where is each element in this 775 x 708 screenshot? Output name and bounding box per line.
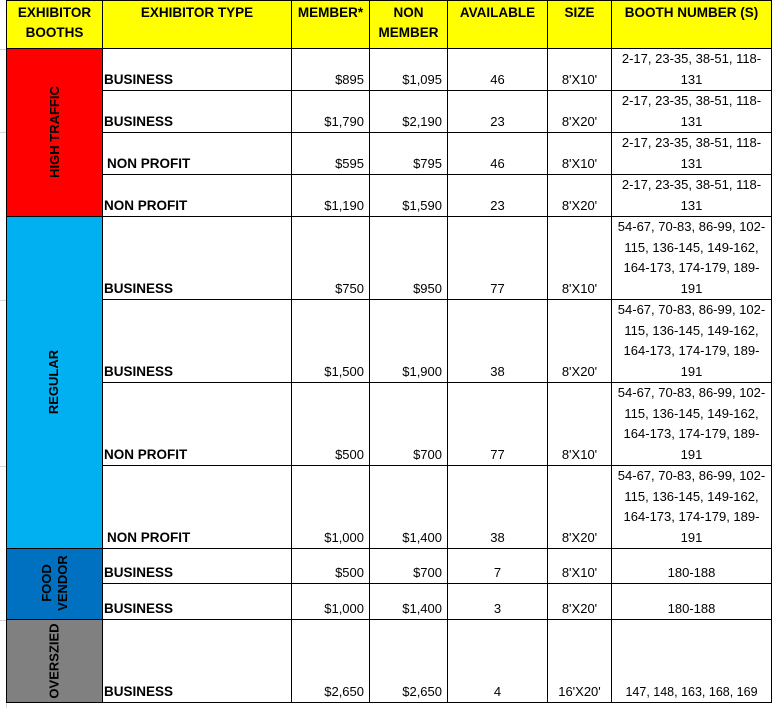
member-price-cell[interactable]: $595 [292,133,370,175]
available-cell[interactable]: 3 [448,584,548,620]
nonmember-price-cell[interactable]: $1,590 [370,175,448,217]
available-cell[interactable]: 46 [448,49,548,91]
nonmember-price-cell[interactable]: $1,400 [370,466,448,549]
member-price-cell[interactable]: $500 [292,549,370,584]
booth-numbers-cell[interactable]: 2-17, 23-35, 38-51, 118-131 [612,133,772,175]
group-cell-regular[interactable] [7,217,103,549]
available-cell[interactable]: 77 [448,383,548,466]
nonmember-price-cell[interactable]: $1,400 [370,584,448,620]
table-row [7,133,772,175]
table-row [7,584,772,620]
table-row [7,175,772,217]
header-non-member[interactable]: NON MEMBER [370,1,448,49]
group-label-food-vendor: FOOD VENDOR [38,554,70,611]
booth-numbers-cell[interactable]: 180-188 [612,549,772,584]
header-booth-numbers[interactable]: BOOTH NUMBER (S) [612,1,772,49]
available-cell[interactable]: 46 [448,133,548,175]
group-label-high-traffic: HIGH TRAFFIC [46,86,62,179]
type-cell[interactable]: BUSINESS [103,620,292,703]
size-cell[interactable]: 16'X20' [548,620,612,703]
size-cell[interactable]: 8'X10' [548,549,612,584]
nonmember-price-cell[interactable]: $1,095 [370,49,448,91]
group-label-regular: REGULAR [46,350,62,415]
booth-numbers-cell[interactable]: 147, 148, 163, 168, 169 [612,620,772,703]
type-cell[interactable]: BUSINESS [103,549,292,584]
nonmember-price-cell[interactable]: $700 [370,383,448,466]
type-cell[interactable]: NON PROFIT [103,175,292,217]
type-cell[interactable]: NON PROFIT [103,383,292,466]
group-cell-oversized[interactable] [7,620,103,703]
table-row [7,217,772,300]
available-cell[interactable]: 77 [448,217,548,300]
nonmember-price-cell[interactable]: $2,650 [370,620,448,703]
group-cell-food-vendor[interactable] [7,549,103,620]
booth-numbers-cell[interactable]: 2-17, 23-35, 38-51, 118-131 [612,49,772,91]
type-cell[interactable]: BUSINESS [103,300,292,383]
booth-numbers-cell[interactable]: 54-67, 70-83, 86-99, 102-115, 136-145, 149-162, 164-173, 174-179, 189-191 [612,466,772,549]
size-cell[interactable]: 8'X20' [548,300,612,383]
header-row [7,1,772,49]
member-price-cell[interactable]: $895 [292,49,370,91]
exhibitor-booth-table [6,0,772,703]
size-cell[interactable]: 8'X20' [548,466,612,549]
member-price-cell[interactable]: $1,500 [292,300,370,383]
header-available[interactable]: AVAILABLE [448,1,548,49]
table-row [7,466,772,549]
size-cell[interactable]: 8'X20' [548,175,612,217]
type-cell[interactable]: BUSINESS [103,217,292,300]
size-cell[interactable]: 8'X10' [548,133,612,175]
header-member[interactable]: MEMBER* [292,1,370,49]
member-price-cell[interactable]: $1,000 [292,466,370,549]
header-exhibitor-type[interactable]: EXHIBITOR TYPE [103,1,292,49]
table-row [7,549,772,584]
type-cell[interactable]: NON PROFIT [103,133,292,175]
booth-numbers-cell[interactable]: 54-67, 70-83, 86-99, 102-115, 136-145, 149-162, 164-173, 174-179, 189-191 [612,383,772,466]
member-price-cell[interactable]: $750 [292,217,370,300]
type-cell[interactable]: BUSINESS [103,584,292,620]
available-cell[interactable]: 23 [448,175,548,217]
table-row [7,300,772,383]
type-cell[interactable]: NON PROFIT [103,466,292,549]
booth-numbers-cell[interactable]: 2-17, 23-35, 38-51, 118-131 [612,91,772,133]
member-price-cell[interactable]: $1,000 [292,584,370,620]
nonmember-price-cell[interactable]: $700 [370,549,448,584]
available-cell[interactable]: 38 [448,466,548,549]
member-price-cell[interactable]: $1,190 [292,175,370,217]
type-cell[interactable]: BUSINESS [103,91,292,133]
table-row [7,620,772,703]
nonmember-price-cell[interactable]: $2,190 [370,91,448,133]
member-price-cell[interactable]: $2,650 [292,620,370,703]
group-label-oversized: OVERSZIED [46,623,62,699]
booth-numbers-cell[interactable]: 2-17, 23-35, 38-51, 118-131 [612,175,772,217]
size-cell[interactable]: 8'X10' [548,383,612,466]
member-price-cell[interactable]: $500 [292,383,370,466]
booth-numbers-cell[interactable]: 54-67, 70-83, 86-99, 102-115, 136-145, 149-162, 164-173, 174-179, 189-191 [612,300,772,383]
nonmember-price-cell[interactable]: $1,900 [370,300,448,383]
size-cell[interactable]: 8'X20' [548,91,612,133]
size-cell[interactable]: 8'X20' [548,584,612,620]
header-exhibitor-booths[interactable]: EXHIBITOR BOOTHS [7,1,103,49]
type-cell[interactable]: BUSINESS [103,49,292,91]
table-row [7,91,772,133]
table-row [7,49,772,91]
table-row [7,383,772,466]
size-cell[interactable]: 8'X10' [548,217,612,300]
nonmember-price-cell[interactable]: $795 [370,133,448,175]
header-size[interactable]: SIZE [548,1,612,49]
nonmember-price-cell[interactable]: $950 [370,217,448,300]
booth-numbers-cell[interactable]: 54-67, 70-83, 86-99, 102-115, 136-145, 149-162, 164-173, 174-179, 189-191 [612,217,772,300]
size-cell[interactable]: 8'X10' [548,49,612,91]
available-cell[interactable]: 7 [448,549,548,584]
booth-numbers-cell[interactable]: 180-188 [612,584,772,620]
group-cell-high-traffic[interactable] [7,49,103,217]
member-price-cell[interactable]: $1,790 [292,91,370,133]
available-cell[interactable]: 23 [448,91,548,133]
available-cell[interactable]: 38 [448,300,548,383]
available-cell[interactable]: 4 [448,620,548,703]
